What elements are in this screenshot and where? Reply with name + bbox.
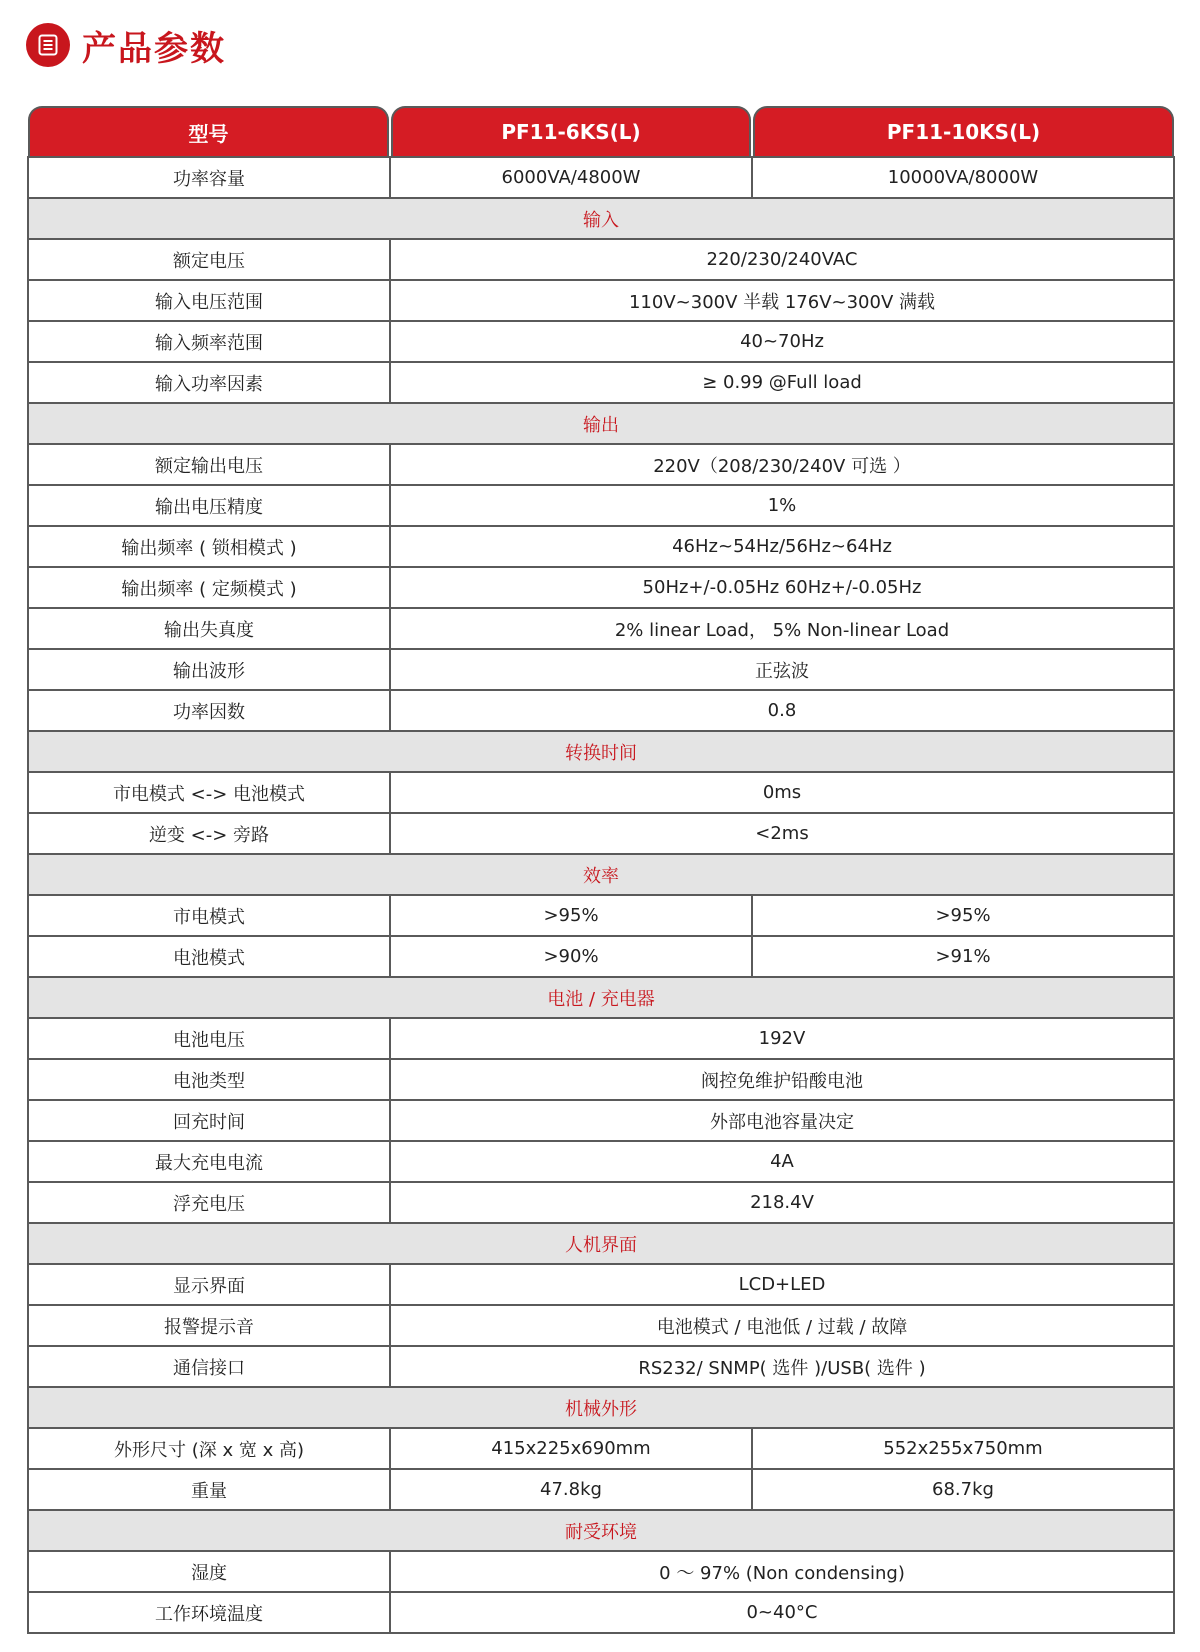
- param-value-shared: 46Hz~54Hz/56Hz~64Hz: [390, 526, 1174, 567]
- param-label: 逆变 <-> 旁路: [28, 813, 390, 854]
- param-label: 输入电压范围: [28, 280, 390, 321]
- table-row: [28, 362, 1174, 403]
- table-row: [28, 1346, 1174, 1387]
- param-label: 功率因数: [28, 690, 390, 731]
- table-row: [28, 321, 1174, 362]
- param-value-shared: <2ms: [390, 813, 1174, 854]
- header-pf11-6ks: PF11-6KS(L): [390, 106, 752, 157]
- param-label: 电池电压: [28, 1018, 390, 1059]
- param-label: 输出波形: [28, 649, 390, 690]
- param-label: 显示界面: [28, 1264, 390, 1305]
- section-title: 效率: [28, 854, 1174, 895]
- table-row: [28, 1428, 1174, 1469]
- param-value-shared: 50Hz+/-0.05Hz 60Hz+/-0.05Hz: [390, 567, 1174, 608]
- table-row: [28, 1018, 1174, 1059]
- param-value-shared: 220/230/240VAC: [390, 239, 1174, 280]
- param-value-shared: 40~70Hz: [390, 321, 1174, 362]
- param-value-6ks: 6000VA/4800W: [390, 157, 752, 198]
- param-label: 通信接口: [28, 1346, 390, 1387]
- param-label: 重量: [28, 1469, 390, 1510]
- table-row: [28, 1469, 1174, 1510]
- param-value-shared: 110V~300V 半载 176V~300V 满载: [390, 280, 1174, 321]
- param-value-shared: 2% linear Load， 5% Non-linear Load: [390, 608, 1174, 649]
- param-label: 电池类型: [28, 1059, 390, 1100]
- table-row: [28, 1264, 1174, 1305]
- table-row: [28, 526, 1174, 567]
- table-row: [28, 936, 1174, 977]
- table-row: [28, 1059, 1174, 1100]
- document-list-icon: [26, 23, 70, 67]
- section-title: 耐受环境: [28, 1510, 1174, 1551]
- table-row: [28, 1592, 1174, 1633]
- section-title: 输出: [28, 403, 1174, 444]
- param-label: 工作环境温度: [28, 1592, 390, 1633]
- param-label: 电池模式: [28, 936, 390, 977]
- param-label: 输入功率因素: [28, 362, 390, 403]
- section-row: [28, 403, 1174, 444]
- param-value-shared: LCD+LED: [390, 1264, 1174, 1305]
- section-title: 转换时间: [28, 731, 1174, 772]
- section-row: [28, 198, 1174, 239]
- param-value-shared: RS232/ SNMP( 选件 )/USB( 选件 ): [390, 1346, 1174, 1387]
- table-row: [28, 1305, 1174, 1346]
- param-value-10ks: 552x255x750mm: [752, 1428, 1174, 1469]
- param-label: 额定输出电压: [28, 444, 390, 485]
- param-label: 市电模式: [28, 895, 390, 936]
- section-row: [28, 1510, 1174, 1551]
- page-title: 产品参数: [82, 28, 226, 69]
- param-label: 输出频率 ( 锁相模式 ): [28, 526, 390, 567]
- param-label: 报警提示音: [28, 1305, 390, 1346]
- param-value-6ks: >95%: [390, 895, 752, 936]
- table-row: [28, 1100, 1174, 1141]
- header-pf11-10ks: PF11-10KS(L): [752, 106, 1174, 157]
- section-row: [28, 731, 1174, 772]
- param-label: 湿度: [28, 1551, 390, 1592]
- table-row: [28, 608, 1174, 649]
- page-header: [26, 22, 226, 68]
- table-row: [28, 1182, 1174, 1223]
- table-row: [28, 567, 1174, 608]
- param-value-shared: 4A: [390, 1141, 1174, 1182]
- table-row: [28, 239, 1174, 280]
- section-row: [28, 854, 1174, 895]
- param-label: 额定电压: [28, 239, 390, 280]
- spec-table: [27, 106, 1175, 1634]
- param-value-shared: 电池模式 / 电池低 / 过载 / 故障: [390, 1305, 1174, 1346]
- section-row: [28, 1223, 1174, 1264]
- table-row: [28, 690, 1174, 731]
- table-row: [28, 1551, 1174, 1592]
- param-value-shared: 阀控免维护铅酸电池: [390, 1059, 1174, 1100]
- param-label: 输出电压精度: [28, 485, 390, 526]
- param-value-6ks: >90%: [390, 936, 752, 977]
- param-value-shared: 0~40°C: [390, 1592, 1174, 1633]
- param-value-shared: 正弦波: [390, 649, 1174, 690]
- table-row: [28, 649, 1174, 690]
- param-label: 功率容量: [28, 157, 390, 198]
- param-label: 浮充电压: [28, 1182, 390, 1223]
- section-row: [28, 1387, 1174, 1428]
- table-row: [28, 813, 1174, 854]
- table-row: [28, 280, 1174, 321]
- param-label: 输出频率 ( 定频模式 ): [28, 567, 390, 608]
- section-row: [28, 977, 1174, 1018]
- param-value-shared: 218.4V: [390, 1182, 1174, 1223]
- param-label: 输出失真度: [28, 608, 390, 649]
- param-label: 外形尺寸 (深 x 宽 x 高): [28, 1428, 390, 1469]
- param-value-shared: 220V（208/230/240V 可选 ）: [390, 444, 1174, 485]
- param-value-shared: 0ms: [390, 772, 1174, 813]
- param-value-10ks: 10000VA/8000W: [752, 157, 1174, 198]
- param-label: 最大充电电流: [28, 1141, 390, 1182]
- param-value-shared: 0 ～ 97% (Non condensing): [390, 1551, 1174, 1592]
- table-header-row: [28, 106, 1174, 157]
- section-title: 输入: [28, 198, 1174, 239]
- param-value-6ks: 47.8kg: [390, 1469, 752, 1510]
- section-title: 机械外形: [28, 1387, 1174, 1428]
- param-value-10ks: >91%: [752, 936, 1174, 977]
- section-title: 电池 / 充电器: [28, 977, 1174, 1018]
- table-row: [28, 157, 1174, 198]
- header-model: 型号: [28, 106, 390, 157]
- table-row: [28, 772, 1174, 813]
- table-row: [28, 485, 1174, 526]
- param-value-10ks: 68.7kg: [752, 1469, 1174, 1510]
- spec-table-body: [28, 157, 1174, 1633]
- param-value-6ks: 415x225x690mm: [390, 1428, 752, 1469]
- param-value-10ks: >95%: [752, 895, 1174, 936]
- table-row: [28, 895, 1174, 936]
- param-label: 输入频率范围: [28, 321, 390, 362]
- table-row: [28, 1141, 1174, 1182]
- param-value-shared: 192V: [390, 1018, 1174, 1059]
- param-value-shared: ≥ 0.99 @Full load: [390, 362, 1174, 403]
- param-value-shared: 外部电池容量决定: [390, 1100, 1174, 1141]
- param-value-shared: 1%: [390, 485, 1174, 526]
- param-label: 回充时间: [28, 1100, 390, 1141]
- param-value-shared: 0.8: [390, 690, 1174, 731]
- param-label: 市电模式 <-> 电池模式: [28, 772, 390, 813]
- section-title: 人机界面: [28, 1223, 1174, 1264]
- table-row: [28, 444, 1174, 485]
